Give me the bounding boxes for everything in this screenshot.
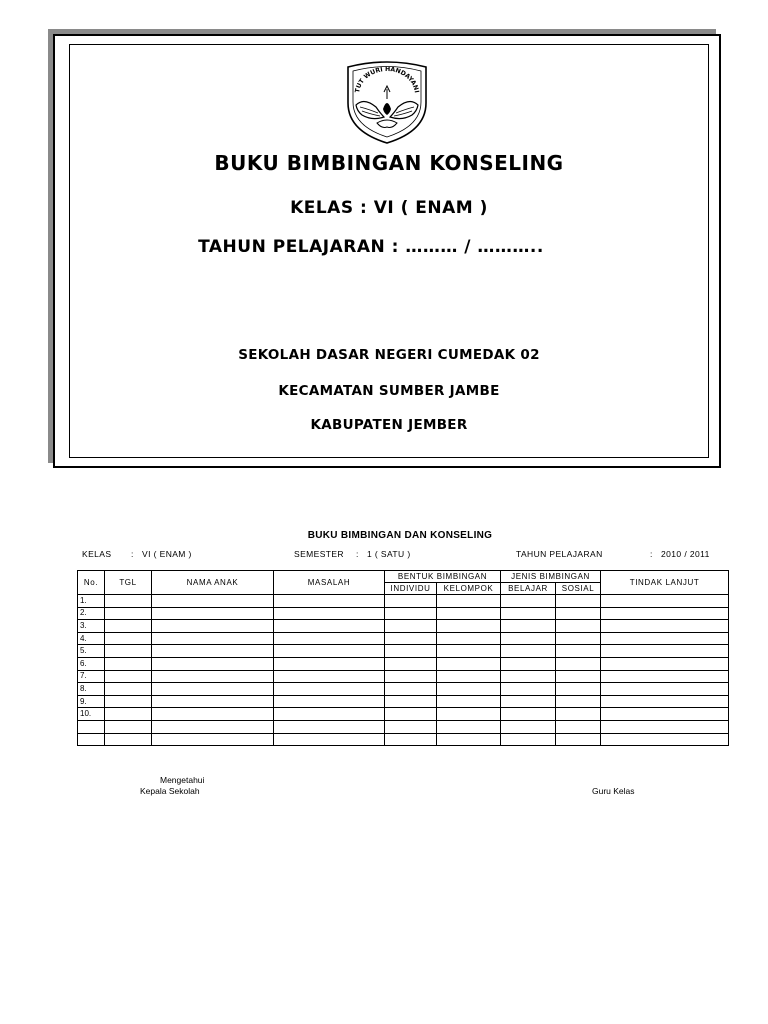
- table-cell: [274, 620, 385, 633]
- table-cell: [601, 595, 729, 608]
- table-cell: [274, 670, 385, 683]
- table-cell: [152, 632, 274, 645]
- header-nama-anak: NAMA ANAK: [152, 571, 274, 595]
- table-cell: [105, 595, 152, 608]
- table-cell: [501, 708, 556, 721]
- table-cell: [501, 595, 556, 608]
- table-cell: [385, 733, 437, 746]
- row-number-cell: 8.: [78, 683, 105, 696]
- table-cell: [274, 695, 385, 708]
- table-cell: [105, 683, 152, 696]
- table-cell: [437, 595, 501, 608]
- header-tindak-lanjut: TINDAK LANJUT: [601, 571, 729, 595]
- table-cell: [601, 733, 729, 746]
- table-row: [78, 645, 729, 658]
- table-cell: [274, 645, 385, 658]
- table-cell: [105, 607, 152, 620]
- table-cell: [601, 670, 729, 683]
- signature-guru-kelas: Guru Kelas: [592, 786, 635, 796]
- signature-kepala-sekolah: Kepala Sekolah: [140, 786, 200, 796]
- table-cell: [385, 645, 437, 658]
- table-cell: [601, 695, 729, 708]
- table-cell: [105, 733, 152, 746]
- table-cell: [385, 657, 437, 670]
- table-row: [78, 708, 729, 721]
- table-cell: [385, 720, 437, 733]
- semester-label: SEMESTER: [294, 549, 344, 559]
- table-cell: [274, 607, 385, 620]
- row-number-cell: 2.: [78, 607, 105, 620]
- table-cell: [556, 708, 601, 721]
- table-cell: [152, 733, 274, 746]
- table-cell: [601, 708, 729, 721]
- table-cell: [385, 683, 437, 696]
- row-number-cell: 10.: [78, 708, 105, 721]
- table-cell: [556, 670, 601, 683]
- row-number-cell: 1.: [78, 595, 105, 608]
- table-cell: [501, 720, 556, 733]
- table-row: [78, 620, 729, 633]
- table-cell: [105, 708, 152, 721]
- table-cell: [501, 683, 556, 696]
- table-cell: [437, 670, 501, 683]
- header-no: No.: [78, 571, 105, 595]
- counseling-register-table: [77, 570, 729, 746]
- table-row: [78, 683, 729, 696]
- table-cell: [437, 632, 501, 645]
- table-cell: [152, 720, 274, 733]
- table-cell: [274, 657, 385, 670]
- cover-year-line: TAHUN PELAJARAN : ……… / ………..: [198, 237, 544, 257]
- table-cell: [437, 645, 501, 658]
- table-cell: [501, 632, 556, 645]
- table-cell: [385, 632, 437, 645]
- table-cell: [385, 708, 437, 721]
- table-cell: [556, 632, 601, 645]
- tahun-value: : 2010 / 2011: [650, 549, 710, 559]
- row-number-cell: 5.: [78, 645, 105, 658]
- svg-text:TUT WURI HANDAYANI: TUT WURI HANDAYANI: [354, 65, 420, 94]
- table-cell: [385, 607, 437, 620]
- cover-district: KECAMATAN SUMBER JAMBE: [278, 383, 500, 399]
- row-number-cell: 4.: [78, 632, 105, 645]
- table-cell: [437, 607, 501, 620]
- table-cell: [385, 670, 437, 683]
- semester-value: : 1 ( SATU ): [356, 549, 411, 559]
- header-tgl: TGL: [105, 571, 152, 595]
- table-cell: [556, 683, 601, 696]
- table-cell: [501, 733, 556, 746]
- table-cell: [105, 670, 152, 683]
- table-cell: [501, 645, 556, 658]
- table-cell: [274, 595, 385, 608]
- table-cell: [274, 683, 385, 696]
- table-cell: [601, 632, 729, 645]
- table-cell: [105, 720, 152, 733]
- table-cell: [556, 695, 601, 708]
- header-individu: INDIVIDU: [385, 583, 437, 595]
- table-cell: [437, 733, 501, 746]
- cover-regency: KABUPATEN JEMBER: [310, 417, 468, 433]
- table-cell: [437, 695, 501, 708]
- cover-class-line: KELAS : VI ( ENAM ): [290, 198, 488, 218]
- tut-wuri-handayani-logo: [342, 59, 432, 145]
- row-number-cell: [78, 733, 105, 746]
- table-row: [78, 733, 729, 746]
- table-cell: [437, 720, 501, 733]
- table-cell: [152, 657, 274, 670]
- table-cell: [556, 657, 601, 670]
- row-number-cell: 3.: [78, 620, 105, 633]
- table-cell: [152, 695, 274, 708]
- table-cell: [601, 607, 729, 620]
- table-cell: [437, 683, 501, 696]
- table-cell: [152, 595, 274, 608]
- row-number-cell: 9.: [78, 695, 105, 708]
- table-cell: [437, 657, 501, 670]
- table-cell: [501, 695, 556, 708]
- table-cell: [501, 620, 556, 633]
- sheet-title: BUKU BIMBINGAN DAN KONSELING: [307, 530, 493, 541]
- table-cell: [601, 683, 729, 696]
- table-cell: [385, 595, 437, 608]
- table-cell: [274, 708, 385, 721]
- table-cell: [385, 695, 437, 708]
- table-cell: [601, 657, 729, 670]
- row-number-cell: 7.: [78, 670, 105, 683]
- cover-title: BUKU BIMBINGAN KONSELING: [214, 151, 564, 175]
- table-cell: [556, 620, 601, 633]
- table-cell: [501, 607, 556, 620]
- header-jenis-bimbingan: JENIS BIMBINGAN: [501, 571, 601, 583]
- table-cell: [556, 595, 601, 608]
- cover-school-name: SEKOLAH DASAR NEGERI CUMEDAK 02: [238, 347, 540, 363]
- kelas-label: KELAS: [82, 549, 112, 559]
- table-cell: [152, 645, 274, 658]
- kelas-value: : VI ( ENAM ): [131, 549, 192, 559]
- header-sosial: SOSIAL: [556, 583, 601, 595]
- table-cell: [105, 657, 152, 670]
- header-belajar: BELAJAR: [501, 583, 556, 595]
- cover-frame: [53, 34, 721, 468]
- table-row: [78, 595, 729, 608]
- table-cell: [501, 670, 556, 683]
- table-cell: [556, 720, 601, 733]
- table-cell: [556, 733, 601, 746]
- table-cell: [105, 632, 152, 645]
- tahun-label: TAHUN PELAJARAN: [516, 549, 603, 559]
- table-cell: [152, 670, 274, 683]
- table-row: [78, 695, 729, 708]
- table-row: [78, 720, 729, 733]
- table-cell: [274, 733, 385, 746]
- table-cell: [437, 708, 501, 721]
- table-cell: [601, 645, 729, 658]
- table-cell: [556, 607, 601, 620]
- table-cell: [105, 620, 152, 633]
- table-row: [78, 657, 729, 670]
- header-kelompok: KELOMPOK: [437, 583, 501, 595]
- table-cell: [601, 620, 729, 633]
- header-bentuk-bimbingan: BENTUK BIMBINGAN: [385, 571, 501, 583]
- table-cell: [501, 657, 556, 670]
- table-cell: [152, 683, 274, 696]
- table-cell: [601, 720, 729, 733]
- row-number-cell: 6.: [78, 657, 105, 670]
- table-cell: [105, 645, 152, 658]
- table-row: [78, 670, 729, 683]
- table-cell: [274, 720, 385, 733]
- row-number-cell: [78, 720, 105, 733]
- table-cell: [437, 620, 501, 633]
- signature-mengetahui: Mengetahui: [160, 775, 205, 785]
- table-cell: [152, 708, 274, 721]
- header-masalah: MASALAH: [274, 571, 385, 595]
- table-cell: [385, 620, 437, 633]
- table-cell: [152, 620, 274, 633]
- table-row: [78, 607, 729, 620]
- table-cell: [105, 695, 152, 708]
- table-cell: [152, 607, 274, 620]
- table-cell: [556, 645, 601, 658]
- cover-inner-frame: [69, 44, 709, 458]
- table-cell: [274, 632, 385, 645]
- table-row: [78, 632, 729, 645]
